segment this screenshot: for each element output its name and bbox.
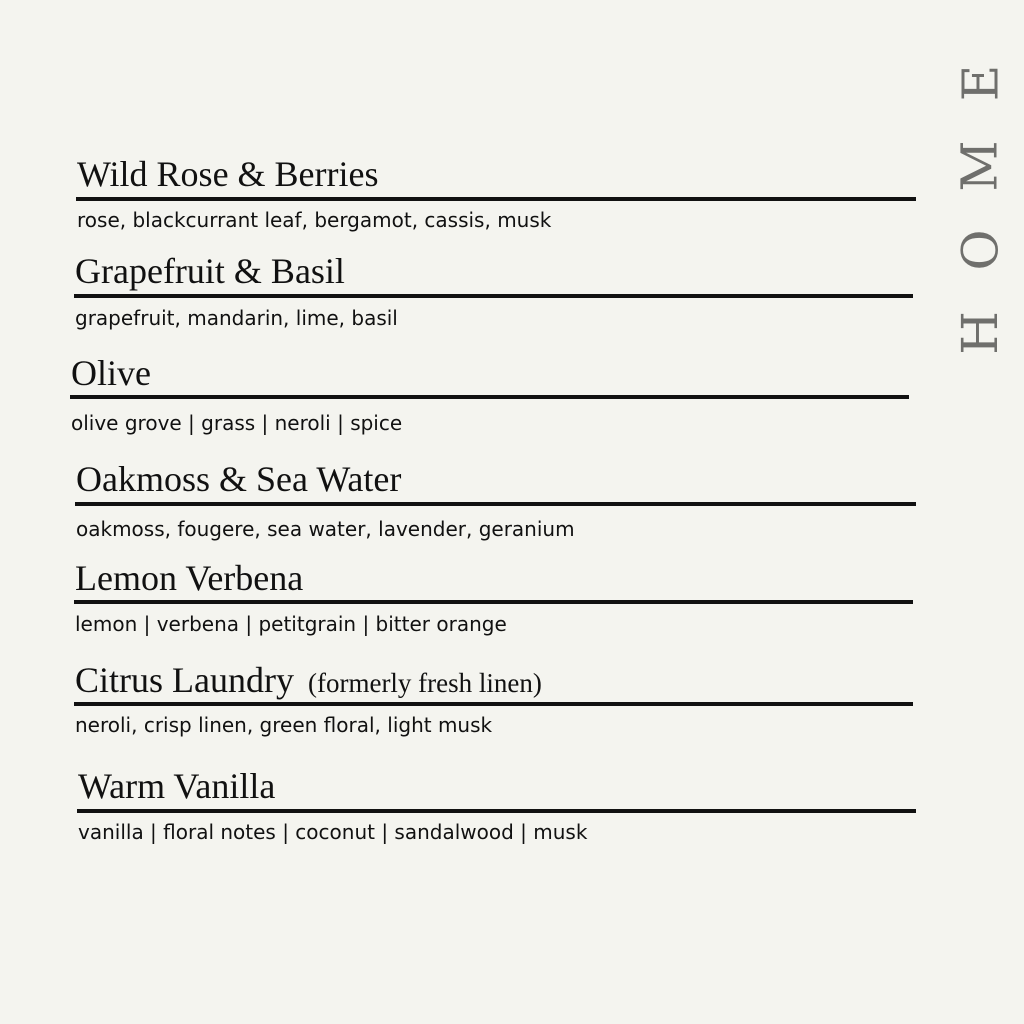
scent-notes: olive grove | grass | neroli | spice: [71, 411, 403, 435]
scent-divider: [75, 502, 916, 506]
scent-name: [77, 154, 379, 194]
scent-notes: oakmoss, fougere, sea water, lavender, geranium: [76, 517, 575, 541]
scent-notes: lemon | verbena | petitgrain | bitter orange: [75, 612, 507, 636]
scent-name: [75, 558, 303, 598]
scent-name: [76, 459, 401, 499]
scent-name: [71, 353, 151, 393]
scent-name-text: Grapefruit & Basil: [75, 251, 345, 291]
scent-divider: [74, 702, 913, 706]
scent-name: [75, 251, 345, 291]
scent-name-text: Oakmoss & Sea Water: [76, 459, 402, 499]
scent-divider: [74, 294, 913, 298]
scent-notes: rose, blackcurrant leaf, bergamot, cassis, musk: [77, 208, 552, 232]
scent-name-text: Citrus Laundry: [75, 660, 294, 700]
scent-notes: vanilla | floral notes | coconut | sandalwood | musk: [78, 820, 588, 844]
scent-name-text: Olive: [71, 353, 151, 393]
scent-name-note: (formerly fresh linen): [307, 668, 542, 698]
scent-notes: grapefruit, mandarin, lime, basil: [75, 306, 398, 330]
scent-name: [78, 766, 275, 806]
scent-divider: [77, 809, 916, 813]
scent-divider: [76, 197, 916, 201]
scent-name: [75, 660, 542, 703]
scent-divider: [74, 600, 913, 604]
section-title-letter: O: [951, 229, 1009, 271]
section-title: [950, 58, 1010, 358]
scent-name-text: Warm Vanilla: [78, 766, 276, 806]
section-title-letter: H: [950, 311, 1009, 355]
section-title-letter: E: [951, 64, 1009, 102]
scent-divider: [70, 395, 909, 399]
scent-notes: neroli, crisp linen, green floral, light musk: [75, 713, 493, 737]
scent-name-text: Lemon Verbena: [75, 558, 304, 598]
section-title-letter: M: [950, 140, 1009, 192]
scent-name-text: Wild Rose & Berries: [77, 154, 379, 194]
